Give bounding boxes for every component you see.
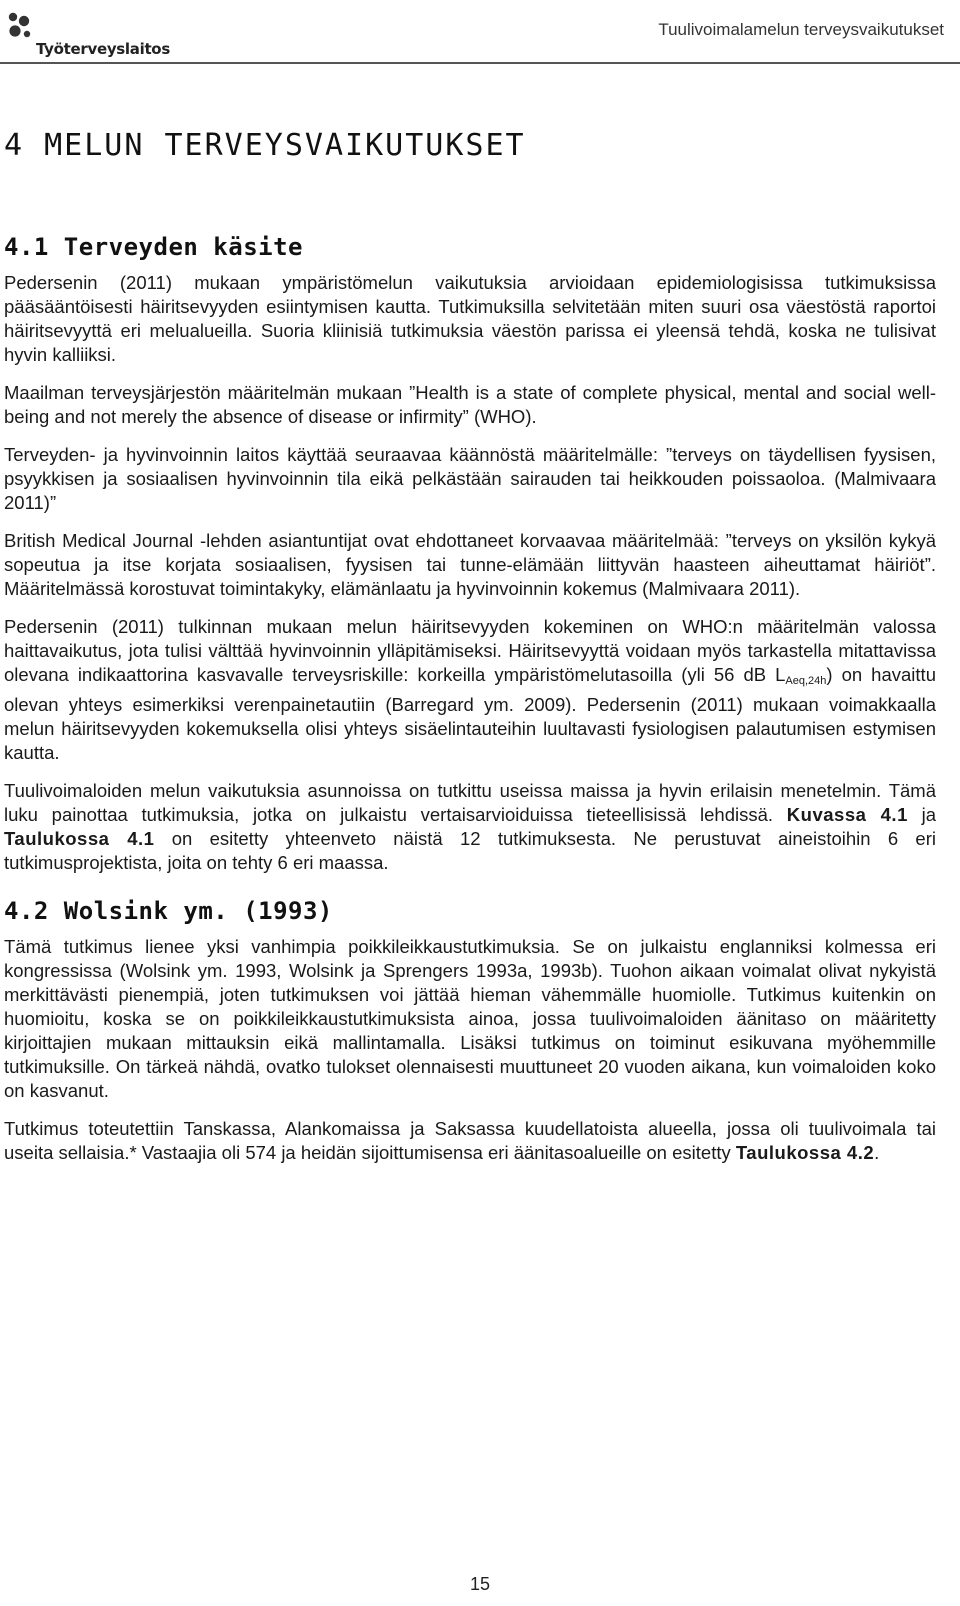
paragraph: Pedersenin (2011) mukaan ympäristömelun vaikutuksia arvioidaan epidemiologisissa tutkimuksissa pääsääntöisesti häiritsevyyden esiintymisen kautta. Tutkimuksilla selvitetään miten suuri osa väestöstä raportoi häiritsevyyttä eri melualueilla. Suoria kliinisiä tutkimuksia väestön parissa ei yleensä tehdä, koska ne tulisivat hyvin kalliiksi. — [4, 272, 936, 365]
paragraph — [4, 615, 936, 765]
section-4-1-heading: 4.1 Terveyden käsite — [4, 233, 303, 261]
paragraph: Tämä tutkimus lienee yksi vanhimpia poikkileikkaustutkimuksia. Se on julkaistu englanniksi kolmessa eri kongressissa (Wolsink ym. 1993, Wolsink ja Sprengers 1993a, 1993b). Tuohon aikaan voimalat olivat nykyistä merkittävästi pienempiä, joten tutkimuksen voi jättää hieman vähemmälle huomiolle. Tutkimus kuitenkin on huomioitu, koska se on poikkileikkaustutkimuksista ainoa, jossa tuulivoimaloiden äänitaso on määritetty kirjoittajien mukaan mittauksin eikä mallintamalla. Lisäksi tutkimus on toiminut esikuvana myöhemmille tutkimuksille. On tärkeä nähdä, ovatko tulokset olennaisesti muuttuneet 20 vuoden aikana, kun voimaloiden koko on kasvanut. — [4, 936, 936, 1101]
text-run: Tuulivoimaloiden melun vaikutuksia asunnoissa on tutkittu useissa maissa ja hyvin erilaisin menetelmin. Tämä luku painottaa tutkimuksia, jotka on julkaistu vertaisarvioiduissa tieteellisissä lehdissä. — [4, 780, 936, 825]
text-run: . — [874, 1142, 880, 1163]
text-run: Tutkimus toteutettiin Tanskassa, Alankomaissa ja Saksassa kuudellatoista alueella, jossa oli tuulivoimala tai useita sellaisia.* Vastaajia oli 574 ja heidän sijoittumisensa eri äänitasoalueille on esitetty — [4, 1118, 936, 1163]
paragraph: Terveyden- ja hyvinvoinnin laitos käyttää seuraavaa käännöstä määritelmälle: ”terveys on täydellisen fyysisen, psyykkisen ja sosiaalisen hyvinvoinnin tila eikä pelkästään sairauden tai heikkouden poissaoloa. (Malmivaara 2011)” — [4, 444, 936, 513]
logo-text: Työterveyslaitos — [36, 40, 170, 58]
paragraph — [4, 1117, 936, 1165]
paragraph — [4, 779, 936, 875]
paragraph: Maailman terveysjärjestön määritelmän mukaan ”Health is a state of complete physical, mental and social well-being and not merely the absence of disease or infirmity” (WHO). — [4, 382, 936, 427]
tyoterveyslaitos-logo — [4, 10, 170, 58]
laeq-subscript: Aeq,24h — [785, 675, 827, 687]
paragraph: British Medical Journal -lehden asiantuntijat ovat ehdottaneet korvaavaa määritelmää: ”terveys on yksilön kykyä sopeutua ja itse korjata sosiaalisen, fyysisen tai tunne-elämään liittyvän haasteen aiheuttamat häiriöt”. Määritelmässä korostuvat toimintakyky, elämänlaatu ja hyvinvoinnin kokemus (Malmivaara 2011). — [4, 530, 936, 599]
table-reference: Taulukossa 4.1 — [4, 828, 155, 849]
page-body — [4, 128, 936, 1179]
logo-mark-icon — [4, 10, 34, 40]
page-header — [0, 0, 960, 70]
page-number: 15 — [469, 1574, 491, 1594]
text-run: ) on havaittu olevan yhteys esimerkiksi verenpainetautiin (Barregard ym. 2009). Pedersenin (2011) mukaan voimakkaalla melun häiritsevyyden kokemuksella olisi yhteys sisäelintauteihin luultavasti fysiologisen palautumisen estymisen kautta. — [4, 664, 936, 763]
header-divider — [0, 62, 960, 64]
running-title: Tuulivoimalamelun terveysvaikutukset — [658, 20, 944, 39]
figure-reference: Kuvassa 4.1 — [786, 804, 908, 825]
chapter-title: 4 MELUN TERVEYSVAIKUTUKSET — [4, 128, 526, 163]
text-run: on esitetty yhteenveto näistä 12 tutkimuksesta. Ne perustuvat aineistoihin 6 eri tutkimusprojektista, joita on tehty 6 eri maassa. — [4, 828, 936, 873]
text-run: ja — [907, 804, 936, 825]
section-4-2-heading: 4.2 Wolsink ym. (1993) — [4, 897, 333, 925]
text-run: Pedersenin (2011) tulkinnan mukaan melun häiritsevyyden kokeminen on WHO:n määritelmän valossa haittavaikutus, jota tulisi välttää hyvinvoinnin ylläpitämiseksi. Häiritsevyyttä voidaan myös tarkastella mitattavissa olevana indikaattorina kasvavalle terveysriskille: korkeilla ympäristömelutasoilla (yli 56 dB L — [4, 616, 936, 685]
table-reference: Taulukossa 4.2 — [735, 1142, 875, 1163]
